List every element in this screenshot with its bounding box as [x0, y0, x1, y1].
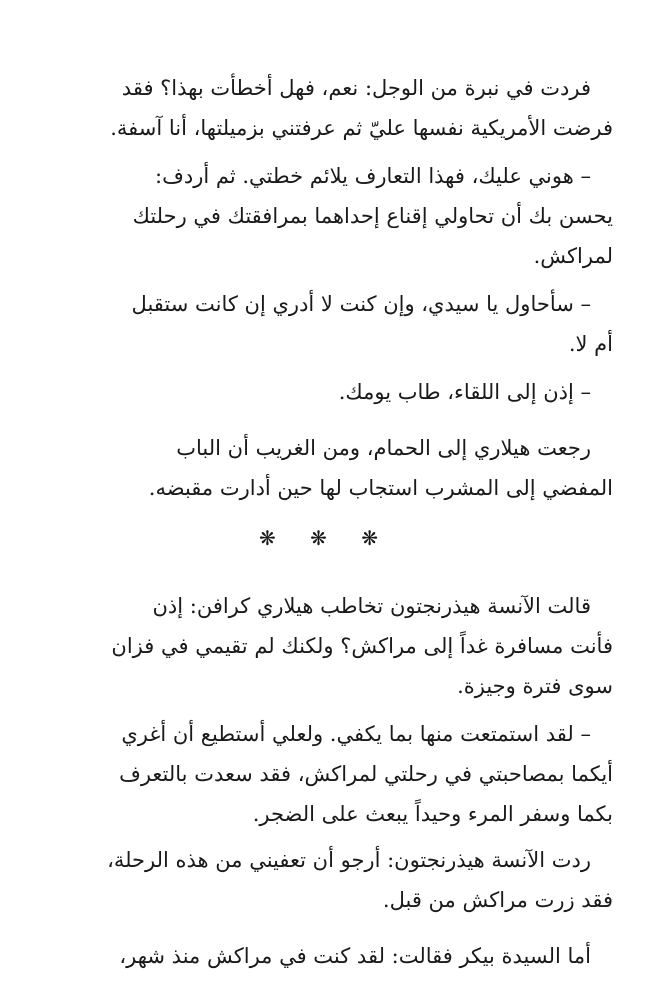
paragraph-3	[38, 284, 613, 364]
paragraph-6	[38, 586, 613, 706]
paragraph-line: يحسن بك أن تحاولي إقناع إحداهما بمرافقتك في رحلتك	[132, 204, 613, 228]
section-separator: ❋ ❋ ❋	[259, 526, 392, 550]
paragraph-2	[38, 156, 613, 276]
paragraph-line: بكما وسفر المرء وحيداً يبعث على الضجر.	[252, 802, 613, 826]
paragraph-line: – هوني عليك، فهذا التعارف يلائم خطتي. ثم أردف:	[155, 164, 591, 188]
paragraph-line: فقد زرت مراكش من قبل.	[382, 888, 613, 912]
paragraph-4	[38, 372, 613, 412]
paragraph-line: فرضت الأمريكية نفسها عليّ ثم عرفتني بزميلتها، أنا آسفة.	[110, 116, 613, 140]
paragraph-line: أم لا.	[568, 332, 613, 356]
paragraph-5	[38, 428, 613, 508]
paragraph-line: قالت الآنسة هيذرنجتون تخاطب هيلاري كرافن: إذن	[152, 594, 591, 618]
paragraph-line: – لقد استمتعت منها بما يكفي. ولعلي أستطيع أن أغري	[121, 722, 591, 746]
paragraph-line: المفضي إلى المشرب استجاب لها حين أدارت مقبضه.	[148, 476, 613, 500]
paragraph-line: فردت في نبرة من الوجل: نعم، فهل أخطأت بهذا؟ فقد	[121, 76, 591, 100]
paragraph-8	[38, 840, 613, 920]
paragraph-line: رجعت هيلاري إلى الحمام، ومن الغريب أن الباب	[176, 436, 591, 460]
paragraph-1	[38, 68, 613, 148]
paragraph-line: فأنت مسافرة غداً إلى مراكش؟ ولكنك لم تقيمي في فزان	[111, 634, 613, 658]
paragraph-line: – إذن إلى اللقاء، طاب يومك.	[338, 380, 591, 404]
paragraph-line: أما السيدة بيكر فقالت: لقد كنت في مراكش منذ شهر،	[119, 944, 591, 968]
paragraph-7	[38, 714, 613, 834]
paragraph-line: أيكما بمصاحبتي في رحلتي لمراكش، فقد سعدت بالتعرف	[119, 762, 613, 786]
paragraph-line: – سأحاول يا سيدي، وإن كنت لا أدري إن كانت ستقبل	[131, 292, 591, 316]
paragraph-line: ردت الآنسة هيذرنجتون: أرجو أن تعفيني من هذه الرحلة،	[107, 848, 591, 872]
paragraph-line: سوى فترة وجيزة.	[457, 674, 613, 698]
paragraph-line: لمراكش.	[533, 244, 613, 268]
paragraph-9	[38, 936, 613, 976]
